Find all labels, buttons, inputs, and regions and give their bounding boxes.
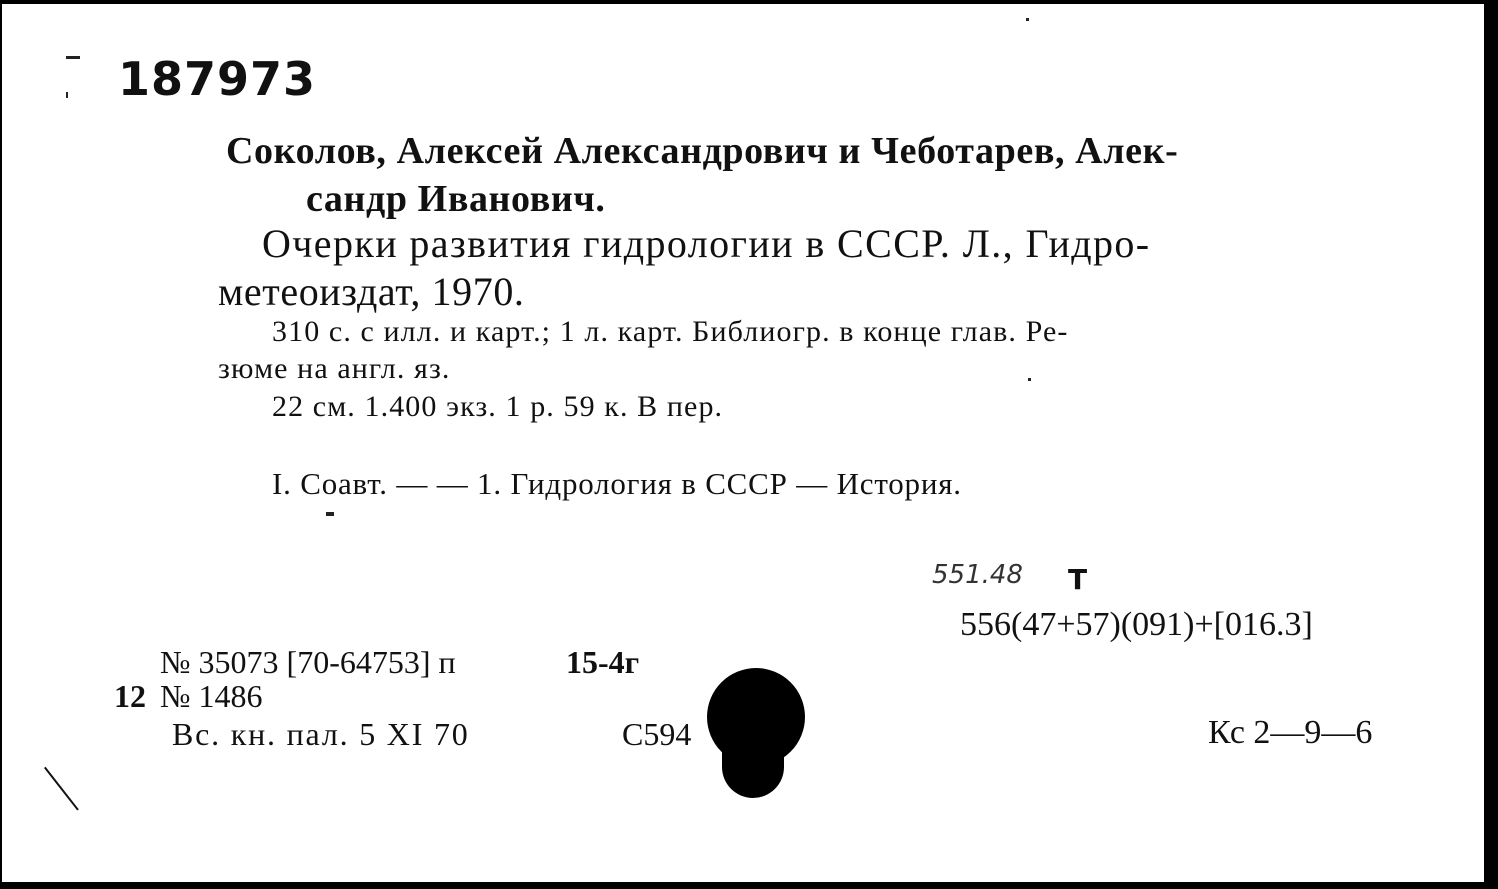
speck [326,512,334,516]
handwritten-class-number: 551.48 [932,560,1023,590]
card-number: № 1486 [160,678,263,714]
tracings: I. Соавт. — — 1. Гидрология в СССР — История. [272,466,962,501]
price-code: 15-4г [566,644,640,680]
title-line1: Очерки развития гидрологии в СССР. Л., Гидро- [262,221,1151,266]
speck [1026,18,1029,21]
speck [66,56,80,59]
registration-number: № 35073 [70-64753] п [160,644,456,680]
author-code: С594 [622,716,692,752]
class-mark: Т [1068,563,1088,596]
accession-number: 187973 [118,52,317,106]
description-line2: зюме на англ. яз. [218,352,451,385]
udc-number: 556(47+57)(091)+[016.3] [960,606,1313,643]
scan-border [1484,0,1498,889]
title-line2: метеоиздат, 1970. [218,269,525,314]
kc-code: Кс 2—9—6 [1208,714,1373,751]
speck [1028,378,1031,381]
copies-prefix: 12 [114,678,146,714]
description-line1: 310 с. с илл. и карт.; 1 л. карт. Библиогр. в конце глав. Ре- [272,315,1069,348]
author-heading-line1: Соколов, Алексей Александрович и Чеботарев, Алек- [226,130,1179,172]
description-line3: 22 см. 1.400 экз. 1 р. 59 к. В пер. [272,390,724,423]
author-heading-line2: сандр Иванович. [306,178,606,220]
speck [66,92,68,98]
chamber-date: Вс. кн. пал. 5 XI 70 [172,716,470,752]
